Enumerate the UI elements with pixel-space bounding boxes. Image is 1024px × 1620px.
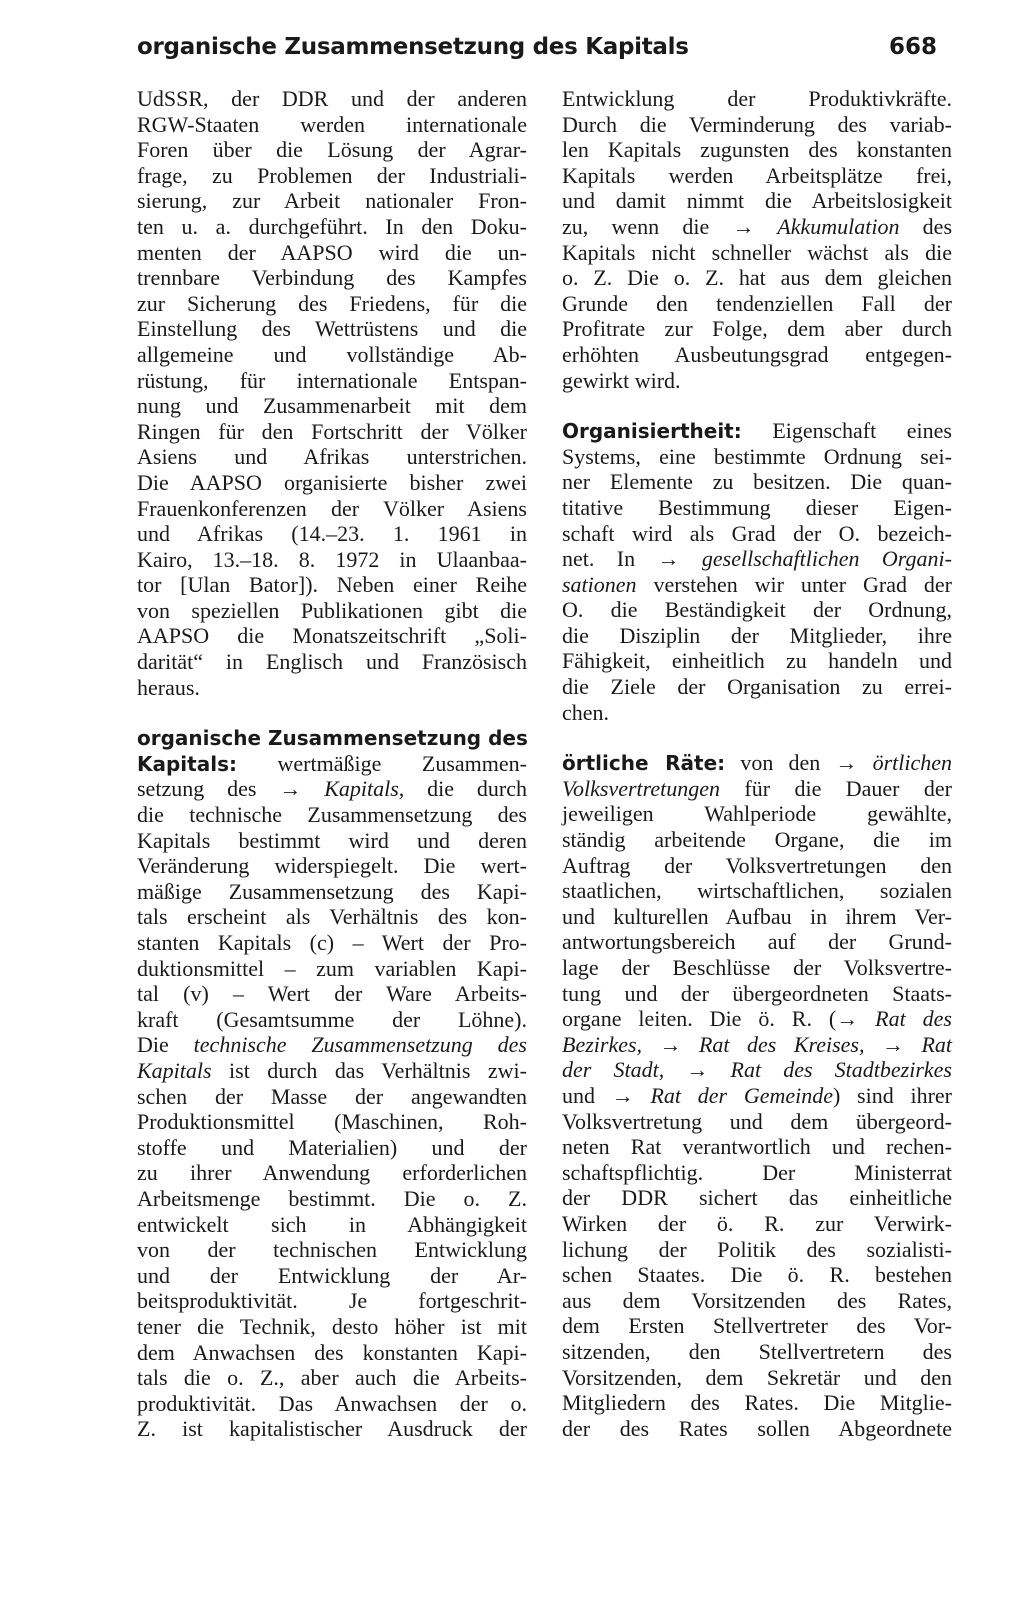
text-line: der des Rates sollen Abgeordnete xyxy=(562,1415,952,1441)
text-line: Kapitals nicht schneller wächst als die xyxy=(562,239,952,265)
running-head: organische Zusammensetzung des Kapitals xyxy=(137,34,689,60)
text-line: die Disziplin der Mitglieder, ihre xyxy=(562,622,952,648)
text-line: und damit nimmt die Arbeitslosigkeit xyxy=(562,188,952,214)
text-line: gewirkt wird. xyxy=(562,367,681,393)
text-line: neten Rat verantwortlich und rechen- xyxy=(562,1134,952,1160)
text-span: die durch xyxy=(404,776,528,802)
text-line: trennbare Verbindung des Kampfes xyxy=(137,265,527,291)
text-line: Mitgliedern des Rates. Die Mitglie- xyxy=(562,1390,952,1416)
text-line: tung und der übergeordneten Staats- xyxy=(562,980,952,1006)
text-line: stanten Kapitals (c) – Wert der Pro- xyxy=(137,930,527,955)
text-line: O. die Beständigkeit der Ordnung, xyxy=(562,597,952,623)
text-line xyxy=(562,750,952,776)
text-line: dem Anwachsen des konstanten Kapi- xyxy=(137,1339,527,1365)
text-line: Arbeitsmenge bestimmt. Die o. Z. xyxy=(137,1185,527,1211)
text-line: Kapitals bestimmt wird und deren xyxy=(137,827,527,853)
right-column xyxy=(562,86,952,1441)
paragraph-gap xyxy=(137,700,527,725)
text-span: wertmäßige Zusammen- xyxy=(277,750,527,776)
text-line: Volksvertretung und dem übergeord- xyxy=(562,1108,952,1134)
text-line: Wirken der ö. R. zur Verwirk- xyxy=(562,1210,952,1236)
text-line: jeweiligen Wahlperiode gewählte, xyxy=(562,801,952,827)
headword: Kapitals: xyxy=(137,751,237,776)
text-line: schaft wird als Grad der O. bezeich- xyxy=(562,520,952,546)
text-line: von speziellen Publikationen gibt die xyxy=(137,597,527,623)
left-column xyxy=(137,86,527,1442)
italic-term: Bezirkes, xyxy=(562,1031,660,1057)
text-line: Foren über die Lösung der Agrar- xyxy=(137,137,527,163)
text-line: Vorsitzenden, dem Sekretär und den xyxy=(562,1364,952,1390)
cross-reference: → Rat des xyxy=(836,1006,952,1032)
text-line: kraft (Gesamtsumme der Löhne). xyxy=(137,1006,527,1032)
text-line: und der Entwicklung der Ar- xyxy=(137,1262,527,1288)
text-line: duktionsmittel – zum variablen Kapi- xyxy=(137,955,527,981)
text-line: Grunde den tendenziellen Fall der xyxy=(562,290,952,316)
text-line: tener die Technik, desto höher ist mit xyxy=(137,1313,527,1339)
headword: organische Zusammensetzung des xyxy=(137,726,528,751)
text-line: dem Ersten Stellvertreter des Vor- xyxy=(562,1313,952,1339)
text-line: produktivität. Das Anwachsen der o. xyxy=(137,1390,527,1416)
text-line: lichung der Politik des sozialisti- xyxy=(562,1236,952,1262)
entry-heading xyxy=(137,725,527,751)
text-span: für die Dauer der xyxy=(720,775,952,801)
text-line: tals erscheint als Verhältnis des kon- xyxy=(137,904,527,930)
text-line: Durch die Verminderung des variab- xyxy=(562,111,952,137)
text-line: darität“ in Englisch und Französisch xyxy=(137,649,527,675)
text-line xyxy=(562,1057,952,1083)
text-line: rüstung, für internationale Entspan- xyxy=(137,367,527,393)
text-line xyxy=(562,214,952,240)
text-line: staatlichen, wirtschaftlichen, sozialen xyxy=(562,878,952,904)
headword: örtliche Räte: xyxy=(562,751,726,776)
text-line xyxy=(562,1032,952,1058)
text-line: antwortungsbereich auf der Grund- xyxy=(562,929,952,955)
text-line: der DDR sichert das einheitliche xyxy=(562,1185,952,1211)
cross-reference: → gesellschaftlichen Organi- xyxy=(657,546,952,572)
text-line: mäßige Zusammensetzung des Kapi- xyxy=(137,878,527,904)
text-line: len Kapitals zugunsten des konstanten xyxy=(562,137,952,163)
text-line: und Afrikas (14.–23. 1. 1961 in xyxy=(137,521,527,547)
text-line: ner Elemente zu besitzen. Die quan- xyxy=(562,469,952,495)
cross-reference: → Rat des Stadtbezirkes xyxy=(686,1057,952,1083)
text-line: Ringen für den Fortschritt der Völker xyxy=(137,418,527,444)
page-number: 668 xyxy=(888,34,937,60)
text-line xyxy=(562,418,952,444)
text-line: nung und Zusammenarbeit mit dem xyxy=(137,393,527,419)
text-line: Einstellung des Wettrüstens und die xyxy=(137,316,527,342)
text-line: Entwicklung der Produktivkräfte. xyxy=(562,86,952,111)
italic-term: technische Zusammensetzung des xyxy=(193,1032,527,1058)
text-line: tals die o. Z., aber auch die Arbeits- xyxy=(137,1365,527,1391)
cross-reference: → Rat des Kreises, xyxy=(659,1031,882,1057)
text-line: und kulturellen Aufbau in ihrem Ver- xyxy=(562,903,952,929)
text-line: Produktionsmittel (Maschinen, Roh- xyxy=(137,1109,527,1135)
text-line: frage, zu Problemen der Industriali- xyxy=(137,162,527,188)
text-line: erhöhten Ausbeutungsgrad entgegen- xyxy=(562,341,952,367)
text-line: o. Z. Die o. Z. hat aus dem gleichen xyxy=(562,265,952,291)
text-line: heraus. xyxy=(137,674,200,700)
text-line: zu ihrer Anwendung erforderlichen xyxy=(137,1160,527,1186)
text-line: schen der Masse der angewandten xyxy=(137,1083,527,1109)
text-line: schaftspflichtig. Der Ministerrat xyxy=(562,1159,952,1185)
text-span: net. In xyxy=(562,546,658,572)
text-line: Die AAPSO organisierte bisher zwei xyxy=(137,469,527,495)
text-span: setzung des xyxy=(137,776,280,802)
text-line: sierung, zur Arbeit nationaler Fron- xyxy=(137,188,527,214)
text-span: Eigenschaft eines xyxy=(772,418,952,444)
text-line: die technische Zusammensetzung des xyxy=(137,802,527,828)
text-line: Kairo, 13.–18. 8. 1972 in Ulaanbaa- xyxy=(137,546,527,572)
text-span: des xyxy=(899,213,953,239)
text-span: ) sind ihrer xyxy=(833,1082,952,1108)
text-line: Frauenkonferenzen der Völker Asiens xyxy=(137,495,527,521)
italic-term: Volksvertretungen xyxy=(562,775,721,801)
text-line: sitzenden, den Stellvertretern des xyxy=(562,1338,952,1364)
text-line xyxy=(562,1083,952,1109)
text-line: AAPSO die Monatszeitschrift „Soli- xyxy=(137,623,527,649)
italic-term: sationen xyxy=(562,571,637,597)
text-line: Asiens und Afrikas unterstrichen. xyxy=(137,444,527,470)
cross-reference: → Kapitals, xyxy=(279,776,405,802)
text-line: RGW-Staaten werden internationale xyxy=(137,111,527,137)
text-line xyxy=(562,776,952,802)
text-span: und xyxy=(562,1082,612,1108)
text-line xyxy=(137,751,527,777)
cross-reference: → Rat xyxy=(881,1031,953,1057)
cross-reference: → örtlichen xyxy=(835,750,952,776)
text-line xyxy=(562,546,952,572)
text-line: lage der Beschlüsse der Volksvertre- xyxy=(562,955,952,980)
text-line: chen. xyxy=(562,699,610,725)
paragraph-gap xyxy=(562,725,952,750)
text-line: zur Sicherung des Friedens, für die xyxy=(137,290,527,316)
text-line: Auftrag der Volksvertretungen den xyxy=(562,852,952,878)
text-span: zu, wenn die xyxy=(562,213,733,239)
text-line xyxy=(137,776,527,802)
text-span: Die xyxy=(137,1032,194,1058)
text-line: aus dem Vorsitzenden des Rates, xyxy=(562,1287,952,1313)
text-line: Systems, eine bestimmte Ordnung sei- xyxy=(562,443,952,469)
cross-reference: → Akkumulation xyxy=(732,213,900,239)
text-line: Veränderung widerspiegelt. Die wert- xyxy=(137,853,527,879)
text-span: von den xyxy=(740,750,836,776)
text-line: UdSSR, der DDR und der anderen xyxy=(137,86,527,111)
text-line: tal (v) – Wert der Ware Arbeits- xyxy=(137,981,527,1007)
text-line: schen Staates. Die ö. R. bestehen xyxy=(562,1262,952,1288)
text-line: von der technischen Entwicklung xyxy=(137,1237,527,1263)
text-line: entwickelt sich in Abhängigkeit xyxy=(137,1211,527,1237)
headword: Organisiertheit: xyxy=(562,419,742,444)
italic-term: Kapitals xyxy=(137,1057,212,1083)
text-line: allgemeine und vollständige Ab- xyxy=(137,341,527,367)
text-line: ständig arbeitende Organe, die im xyxy=(562,827,952,853)
text-line xyxy=(562,1006,952,1032)
text-line: menten der AAPSO wird die un- xyxy=(137,239,527,265)
paragraph-gap xyxy=(562,393,952,418)
text-span: verstehen wir unter Grad der xyxy=(636,571,952,597)
text-line xyxy=(137,1032,527,1058)
text-line: Profitrate zur Folge, dem aber durch xyxy=(562,316,952,342)
text-line: titative Bestimmung dieser Eigen- xyxy=(562,494,952,520)
text-line: Z. ist kapitalistischer Ausdruck der xyxy=(137,1416,527,1442)
text-line: Fähigkeit, einheitlich zu handeln und xyxy=(562,648,952,674)
text-line xyxy=(137,1058,527,1084)
text-line: tor [Ulan Bator]). Neben einer Reihe xyxy=(137,572,527,598)
text-line: Kapitals werden Arbeitsplätze frei, xyxy=(562,162,952,188)
text-line: beitsproduktivität. Je fortgeschrit- xyxy=(137,1288,527,1314)
text-line: stoffe und Materialien) und der xyxy=(137,1134,527,1160)
page-header xyxy=(137,34,937,68)
text-line xyxy=(562,572,952,598)
text-span: organe leiten. Die ö. R. ( xyxy=(562,1006,837,1032)
cross-reference: → Rat der Gemeinde xyxy=(611,1082,833,1108)
text-line: ten u. a. durchgeführt. In den Doku- xyxy=(137,213,527,239)
italic-term: der Stadt, xyxy=(562,1057,687,1083)
text-line: die Ziele der Organisation zu errei- xyxy=(562,674,952,700)
text-span: ist durch das Verhältnis zwi- xyxy=(211,1057,527,1083)
